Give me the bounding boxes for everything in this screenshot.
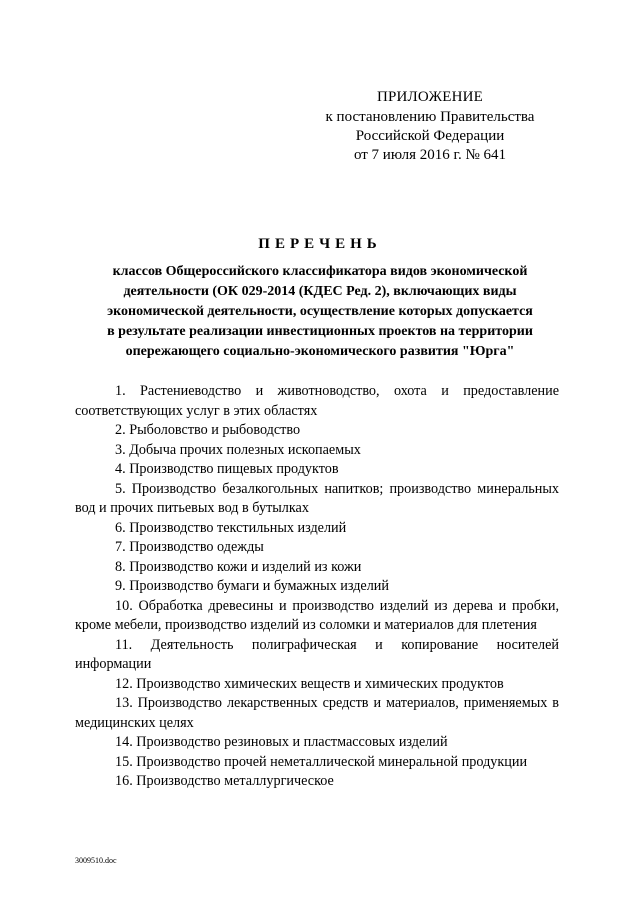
list-item: 8. Производство кожи и изделий из кожи	[115, 558, 362, 575]
appendix-header	[300, 88, 560, 165]
list-item: 1. Растениеводство и животноводство, охота и предоставление соответствующих услуг в этих областях	[75, 383, 559, 419]
list-item: 10. Обработка древесины и производство изделий из дерева и пробки, кроме мебели, производство изделий из соломки и материалов для плетения	[75, 597, 559, 633]
list-item: 14. Производство резиновых и пластмассовых изделий	[115, 734, 448, 750]
list-item: 13. Производство лекарственных средств и материалов, применяемых в медицинских целях	[75, 695, 559, 731]
appendix-line-3: от 7 июля 2016 г. № 641	[353, 147, 507, 163]
list-item: 5. Производство безалкогольных напитков; производство минеральных вод и прочих питьевых вод в бутылках	[75, 480, 559, 516]
appendix-line-2: Российской Федерации	[355, 128, 505, 144]
list-item: 11. Деятельность полиграфическая и копирование носителей информации	[75, 636, 559, 672]
list-item: 2. Рыболовство и рыбоводство	[115, 422, 301, 438]
list-item: 16. Производство металлургическое	[115, 773, 334, 789]
classifier-list	[75, 382, 559, 792]
list-item: 7. Производство одежды	[115, 539, 264, 555]
subtitle-line-3: экономической деятельности, осуществление которых допускается	[107, 304, 533, 319]
document-heading: ПЕРЕЧЕНЬ	[258, 236, 382, 252]
document-subtitle	[80, 262, 560, 362]
list-item: 6. Производство текстильных изделий	[115, 519, 347, 536]
file-name-footer: 3009510.doc	[75, 856, 117, 865]
appendix-line-1: к постановлению Правительства	[325, 109, 535, 125]
subtitle-line-4: в результате реализации инвестиционных проектов на территории	[107, 324, 533, 339]
list-item: 15. Производство прочей неметаллической минеральной продукции	[115, 753, 528, 770]
list-item: 3. Добыча прочих полезных ископаемых	[115, 441, 361, 458]
subtitle-line-5: опережающего социально-экономического развития "Юрга"	[125, 344, 515, 359]
list-item: 12. Производство химических веществ и химических продуктов	[115, 675, 504, 692]
subtitle-line-1: классов Общероссийского классификатора видов экономической	[112, 264, 528, 279]
list-item: 4. Производство пищевых продуктов	[115, 461, 339, 477]
subtitle-line-2: деятельности (ОК 029-2014 (КДЕС Ред. 2), включающих виды	[123, 284, 517, 299]
list-item: 9. Производство бумаги и бумажных изделий	[115, 578, 389, 594]
appendix-title: ПРИЛОЖЕНИЕ	[376, 89, 484, 105]
